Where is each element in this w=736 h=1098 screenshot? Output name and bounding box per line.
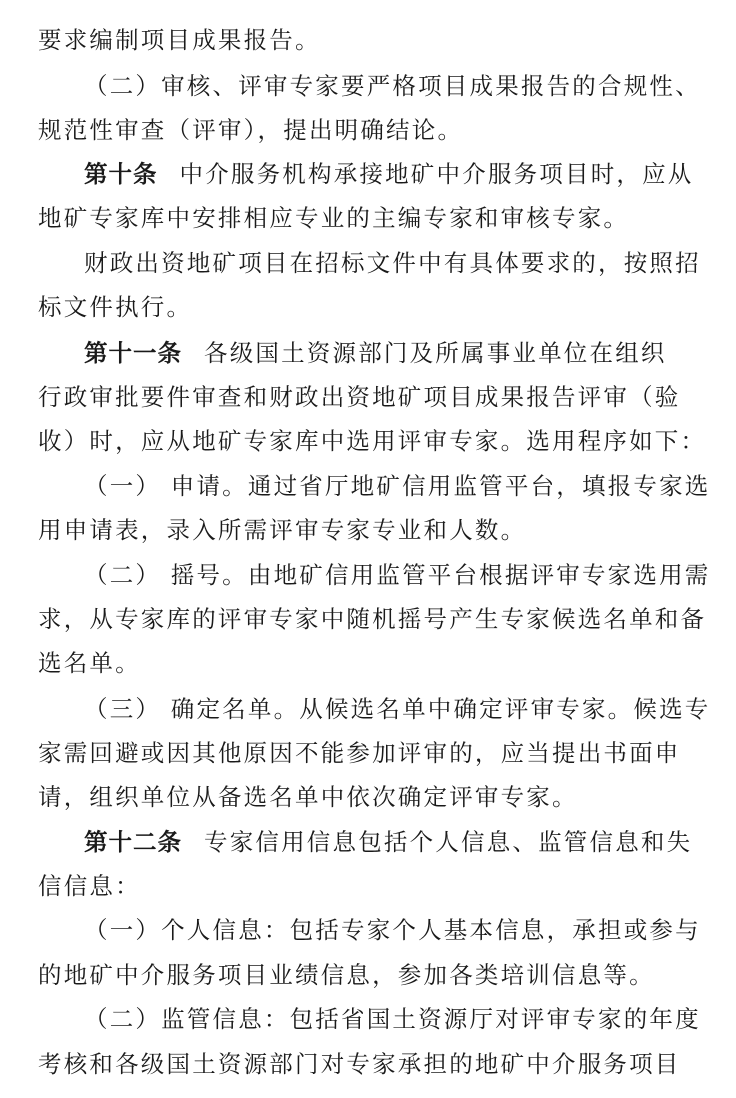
article-line: 第十二条 专家信用信息包括个人信息、监管信息和失 [84, 828, 693, 856]
text-line: （一）个人信息：包括专家个人基本信息，承担或参与 [84, 916, 701, 944]
text-line: 的地矿中介服务项目业绩信息，参加各类培训信息等。 [38, 961, 655, 989]
text-line: 行政审批要件审查和财政出资地矿项目成果报告评审（验 [38, 383, 681, 411]
text-line: 规范性审查（评审），提出明确结论。 [38, 116, 464, 144]
text-line: （二）审核、评审专家要严格项目成果报告的合规性、 [84, 72, 701, 100]
text-line: 财政出资地矿项目在招标文件中有具体要求的，按照招 [84, 249, 701, 277]
article-heading: 第十条 [84, 160, 158, 188]
text-line: 地矿专家库中安排相应专业的主编专家和审核专家。 [38, 204, 630, 232]
article-heading: 第十二条 [84, 828, 182, 856]
article-heading: 第十一条 [84, 339, 182, 367]
text-line: 求，从专家库的评审专家中随机摇号产生专家候选名单和备 [38, 605, 707, 633]
text-line: （三） 确定名单。从候选名单中确定评审专家。候选专 [84, 695, 711, 723]
text-line: （一） 申请。通过省厅地矿信用监管平台，填报专家选 [84, 472, 711, 500]
text-line: 选名单。 [38, 649, 141, 677]
text-line: 收）时，应从地矿专家库中选用评审专家。选用程序如下： [38, 427, 707, 455]
text-line: 考核和各级国土资源部门对专家承担的地矿中介服务项目 [38, 1050, 681, 1078]
text-line: 用申请表，录入所需评审专家专业和人数。 [38, 516, 527, 544]
article-line: 第十条 中介服务机构承接地矿中介服务项目时，应从 [84, 160, 694, 188]
text-line: 家需回避或因其他原因不能参加评审的，应当提出书面申 [38, 739, 681, 767]
text-line: 信信息： [38, 872, 141, 900]
article-line: 第十一条 各级国土资源部门及所属事业单位在组织 [84, 339, 667, 367]
text-line: （二）监管信息：包括省国土资源厅对评审专家的年度 [84, 1005, 701, 1033]
text-line: （二） 摇号。由地矿信用监管平台根据评审专家选用需 [84, 561, 711, 589]
text-line: 要求编制项目成果报告。 [38, 26, 321, 54]
text-line: 标文件执行。 [38, 293, 193, 321]
text-line: 请，组织单位从备选名单中依次确定评审专家。 [38, 783, 578, 811]
